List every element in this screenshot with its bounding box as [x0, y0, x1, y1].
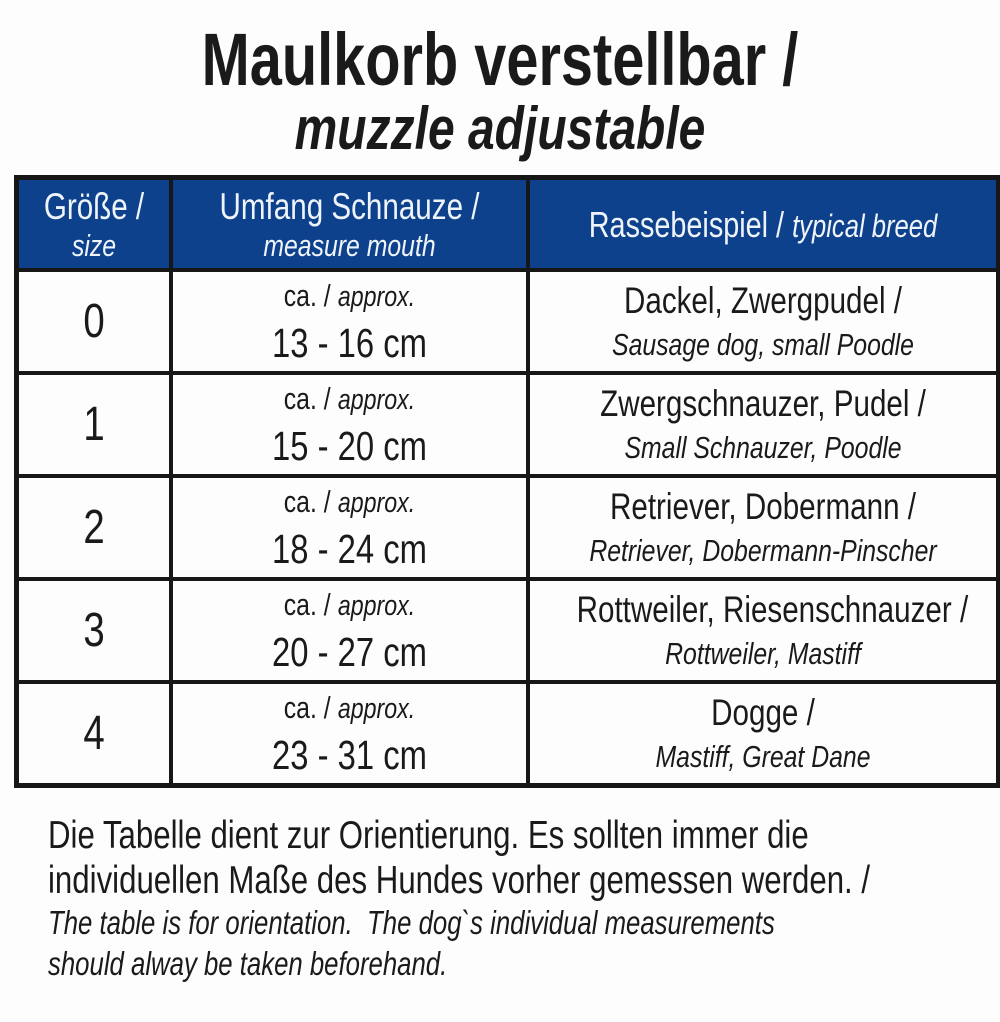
table-header	[17, 178, 999, 271]
table-row-size-3	[17, 579, 999, 682]
cell-breed: Zwergschnauzer, Pudel / Small Schnauzer, Poodle	[528, 373, 999, 476]
orientation-note-english: The table is for orientation. The dog`s individual measurements should alway be taken beforehand.	[48, 904, 775, 982]
table-row-size-1	[17, 373, 999, 476]
cell-size: 1	[17, 373, 172, 476]
col-header-typical-breed: Rassebeispiel / typical breed	[528, 178, 999, 271]
page-title-german: Maulkorb verstellbar /	[201, 18, 799, 101]
table-row-size-2	[17, 476, 999, 579]
cell-breed: Rottweiler, Riesenschnauzer / Rottweiler, Mastiff	[528, 579, 999, 682]
cell-breed: Dackel, Zwergpudel / Sausage dog, small Poodle	[528, 270, 999, 373]
table-row-size-0	[17, 270, 999, 373]
cell-measure: ca. / approx. 15 - 20 cm	[171, 373, 528, 476]
cell-size: 2	[17, 476, 172, 579]
orientation-note	[48, 814, 1000, 983]
cell-breed: Retriever, Dobermann / Retriever, Dobermann-Pinscher	[528, 476, 999, 579]
orientation-note-german: Die Tabelle dient zur Orientierung. Es sollten immer die individuellen Maße des Hundes vorher gemessen werden. /	[48, 814, 871, 902]
cell-measure: ca. / approx. 13 - 16 cm	[171, 270, 528, 373]
table-row-size-4	[17, 682, 999, 786]
cell-size: 4	[17, 682, 172, 786]
cell-breed: Dogge / Mastiff, Great Dane	[528, 682, 999, 786]
cell-measure: ca. / approx. 18 - 24 cm	[171, 476, 528, 579]
cell-size: 3	[17, 579, 172, 682]
col-header-measure-mouth: Umfang Schnauze / measure mouth	[171, 178, 528, 271]
cell-size: 0	[17, 270, 172, 373]
col-header-size: Größe / size	[17, 178, 172, 271]
table-body	[17, 270, 999, 786]
page-title-english: muzzle adjustable	[294, 95, 706, 163]
cell-measure: ca. / approx. 23 - 31 cm	[171, 682, 528, 786]
header-row	[17, 178, 999, 271]
cell-measure: ca. / approx. 20 - 27 cm	[171, 579, 528, 682]
product-info-page	[0, 18, 1000, 1022]
muzzle-size-table	[14, 175, 1000, 788]
